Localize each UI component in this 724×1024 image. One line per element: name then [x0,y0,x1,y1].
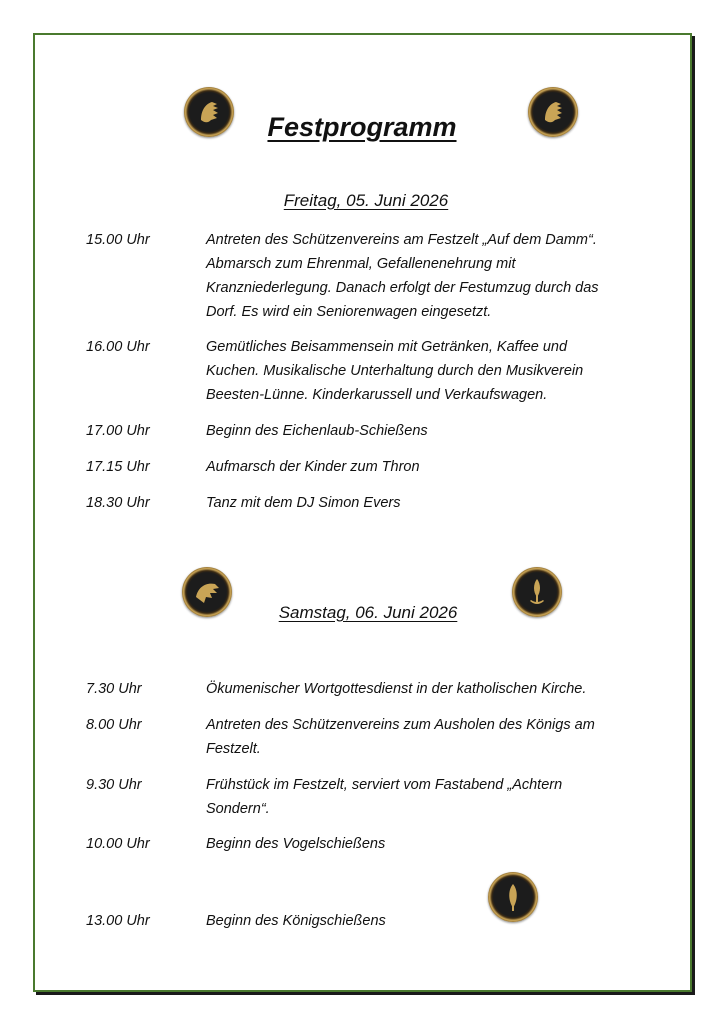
description-line: Dorf. Es wird ein Seniorenwagen eingesetzt. [206,304,492,320]
schedule-time: 8.00 Uhr [86,717,142,733]
schedule-description [206,713,636,761]
schedule-time: 17.15 Uhr [86,459,150,475]
schedule-time: 17.00 Uhr [86,423,150,439]
schedule-time: 7.30 Uhr [86,681,142,697]
description-line: Aufmarsch der Kinder zum Thron [206,459,420,475]
schedule-description [206,419,636,443]
schedule-time: 13.00 Uhr [86,913,150,929]
saturday-heading: Samstag, 06. Juni 2026 [278,603,458,622]
description-line: Tanz mit dem DJ Simon Evers [206,495,401,511]
description-line: Kuchen. Musikalische Unterhaltung durch den Musikverein [206,363,584,379]
description-line: Ökumenischer Wortgottesdienst in der katholischen Kirche. [206,681,587,697]
description-line: Sondern“. [206,801,270,817]
description-line: Gemütliches Beisammensein mit Getränken, Kaffee und [206,339,568,355]
schedule-description [206,677,636,701]
description-line: Beginn des Vogelschießens [206,836,386,852]
description-line: Abmarsch zum Ehrenmal, Gefallenenehrung mit [206,256,516,272]
description-line: Kranzniederlegung. Danach erfolgt der Festumzug durch das [206,280,599,296]
description-line: Antreten des Schützenvereins am Festzelt „Auf dem Damm“. [206,232,597,248]
description-line: Frühstück im Festzelt, serviert vom Fastabend „Achtern [206,777,563,793]
schedule-description [206,832,636,856]
schedule-description [206,909,636,933]
schedule-time: 15.00 Uhr [86,232,150,248]
description-line: Antreten des Schützenvereins zum Ausholen des Königs am [206,717,595,733]
schedule-description [206,228,636,324]
schedule-time: 18.30 Uhr [86,495,150,511]
page-title: Festprogramm [267,112,457,142]
description-line: Festzelt. [206,741,261,757]
schedule-time: 10.00 Uhr [86,836,150,852]
schedule-time: 16.00 Uhr [86,339,150,355]
friday-heading: Freitag, 05. Juni 2026 [283,191,449,210]
description-line: Beesten-Lünne. Kinderkarussell und Verkaufswagen. [206,387,548,403]
schedule-description [206,455,636,479]
description-line: Beginn des Königschießens [206,913,386,929]
schedule-description [206,491,636,515]
schedule-description [206,773,636,821]
description-line: Beginn des Eichenlaub-Schießens [206,423,428,439]
schedule-description [206,335,636,407]
schedule-time: 9.30 Uhr [86,777,142,793]
